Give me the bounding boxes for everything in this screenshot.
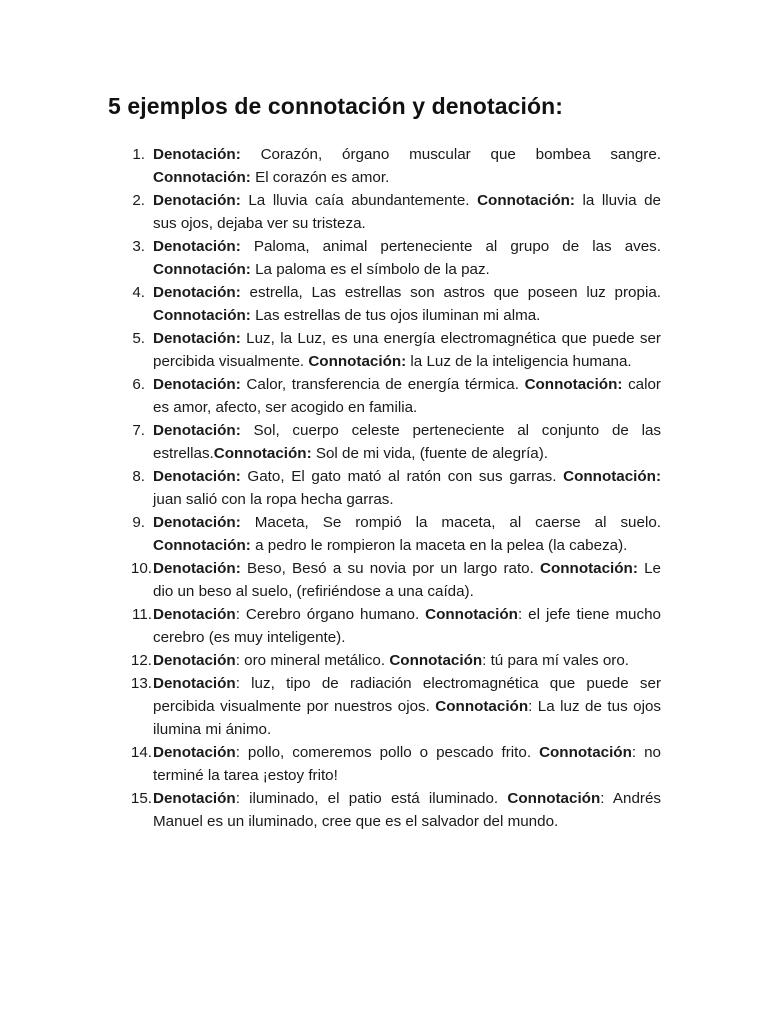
example-text: : Andrés Manuel es un iluminado, cree que es el salvador del mundo. [153,790,661,830]
example-text: estrella, Las estrellas son astros que poseen luz propia. [240,284,661,301]
list-item [108,465,661,511]
list-item [108,672,661,741]
list-item [108,603,661,649]
example-text: La lluvia caía abundantemente. [240,192,478,209]
example-text: : tú para mí vales oro. [482,652,630,669]
item-number: 5. [132,330,145,347]
list-item [108,189,661,235]
item-text [153,652,629,669]
item-number: 1. [132,146,145,163]
example-text: Paloma, animal perteneciente al grupo de las aves. [240,238,661,255]
term-label: Denotación: [153,422,241,439]
example-text: El corazón es amor. [250,169,390,186]
item-number: 13. [130,675,152,692]
term-label: Denotación: [153,514,241,531]
example-text: : iluminado, el patio está iluminado. [235,790,508,807]
example-text: Sol, cuerpo celeste perteneciente al conjunto de las estrellas. [153,422,661,462]
term-label: Connotación [507,790,601,807]
item-text [153,146,661,186]
example-text: Beso, Besó a su novia por un largo rato. [240,560,541,577]
item-text [153,560,661,600]
term-label: Connotación: [477,192,575,209]
item-text [153,675,661,738]
term-label: Connotación: [540,560,638,577]
example-text: la lluvia de sus ojos, dejaba ver su tristeza. [153,192,662,232]
document-title: 5 ejemplos de connotación y denotación: [108,93,564,119]
item-text [153,514,661,554]
item-text [153,192,661,232]
example-text: Le dio un beso al suelo, (refiriéndose a una caída). [153,560,661,600]
list-item [108,787,661,833]
example-text: : el jefe tiene mucho cerebro (es muy inteligente). [153,606,661,646]
term-label: Denotación: [153,238,241,255]
example-text: : no terminé la tarea ¡estoy frito! [153,744,661,784]
term-label: Connotación: [153,261,251,278]
item-number: 15. [130,790,152,807]
example-text: : Cerebro órgano humano. [235,606,426,623]
term-label: Denotación: [153,376,241,393]
example-text: La paloma es el símbolo de la paz. [250,261,490,278]
example-text: Maceta, Se rompió la maceta, al caerse al suelo. [240,514,661,531]
term-label: Denotación: [153,560,241,577]
item-text [153,376,661,416]
item-number: 2. [132,192,145,209]
item-text [153,284,661,324]
item-text [153,422,661,462]
term-label: Connotación: [563,468,661,485]
item-number: 11. [132,606,152,623]
item-number: 14. [130,744,152,761]
example-text: Sol de mi vida, (fuente de alegría). [311,445,549,462]
term-label: Denotación [153,790,236,807]
item-number: 9. [132,514,145,531]
term-label: Denotación [153,606,236,623]
item-text [153,744,661,784]
list-item [108,143,661,189]
list-item [108,373,661,419]
term-label: Denotación: [153,330,241,347]
item-number: 3. [132,238,145,255]
list-item [108,741,661,787]
term-label: Denotación [153,675,236,692]
item-text [153,606,661,646]
example-text: Luz, la Luz, es una energía electromagnética que puede ser percibida visualmente. [153,330,661,370]
item-number: 4. [132,284,145,301]
examples-list [108,143,661,833]
item-text [153,330,661,370]
list-item [108,511,661,557]
example-text: : La luz de tus ojos ilumina mi ánimo. [153,698,661,738]
item-number: 7. [132,422,145,439]
list-item [108,419,661,465]
example-text: calor es amor, afecto, ser acogido en familia. [153,376,661,416]
example-text: : pollo, comeremos pollo o pescado frito. [235,744,540,761]
term-label: Connotación: [308,353,407,370]
example-text: Calor, transferencia de energía térmica. [240,376,525,393]
example-text: Gato, El gato mató al ratón con sus garras. [240,468,564,485]
term-label: Denotación: [153,192,241,209]
term-label: Connotación: [153,307,251,324]
list-item [108,557,661,603]
term-label: Denotación: [153,284,241,301]
list-item [108,235,661,281]
item-number: 8. [132,468,145,485]
term-label: Denotación [153,652,236,669]
list-item [108,281,661,327]
term-label: Connotación: [153,537,251,554]
example-text: Corazón, órgano muscular que bombea sangre. [240,146,661,163]
example-text: Las estrellas de tus ojos iluminan mi alma. [250,307,541,324]
term-label: Denotación: [153,468,241,485]
item-text [153,238,661,278]
term-label: Connotación [389,652,483,669]
item-number: 12. [130,652,152,669]
item-number: 10. [130,560,152,577]
list-item [108,327,661,373]
term-label: Connotación [539,744,632,761]
term-label: Connotación: [524,376,623,393]
term-label: Denotación [153,744,236,761]
item-text [153,790,661,830]
term-label: Connotación [425,606,518,623]
example-text: a pedro le rompieron la maceta en la pelea (la cabeza). [250,537,628,554]
term-label: Connotación: [153,169,251,186]
item-number: 6. [132,376,145,393]
example-text: : oro mineral metálico. [235,652,390,669]
term-label: Connotación [435,698,529,715]
example-text: juan salió con la ropa hecha garras. [153,491,394,508]
example-text: la Luz de la inteligencia humana. [406,353,632,370]
term-label: Denotación: [153,146,241,163]
item-text [153,468,661,508]
list-item [108,649,661,672]
term-label: Connotación: [213,445,312,462]
example-text: : luz, tipo de radiación electromagnética que puede ser percibida visualmente por nuestros ojos. [153,675,661,715]
